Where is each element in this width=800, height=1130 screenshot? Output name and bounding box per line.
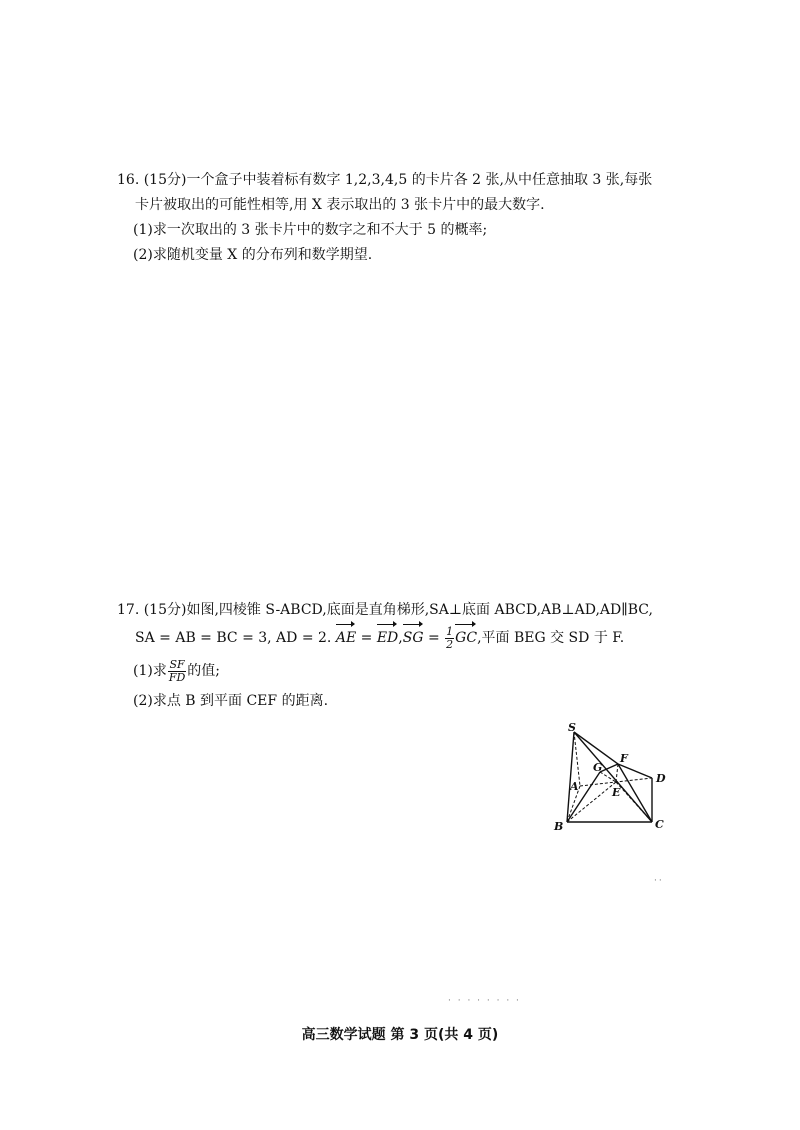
pyramid-figure [530, 722, 680, 852]
vector-sg: SG [403, 623, 424, 653]
edge-fc [618, 764, 652, 822]
fraction-denominator: FD [168, 670, 186, 684]
edge-sf [574, 732, 618, 764]
page-footer: 高三数学试题 第 3 页(共 4 页) [301, 1027, 499, 1043]
q17-line-2 [117, 623, 677, 653]
vector-ed: ED [377, 623, 398, 653]
q16-part-1: (1)求一次取出的 3 张卡片中的数字之和不大于 5 的概率; [133, 222, 488, 238]
vector-ae: AE [336, 623, 356, 653]
label-d: D [656, 772, 666, 785]
q16-line-1: 16. (15分)一个盒子中装着标有数字 1,2,3,4,5 的卡片各 2 张,从中任意抽取 3 张,每张 [117, 172, 653, 188]
comma: , [398, 630, 403, 646]
label-c: C [655, 818, 664, 831]
question-16 [117, 168, 677, 268]
q17-given-lengths: SA = AB = BC = 3, AD = 2. [135, 630, 332, 646]
fraction-sf-fd [168, 659, 186, 684]
question-17 [117, 598, 677, 714]
edge-sa [574, 732, 580, 786]
q17-part-1-suffix: 的值; [187, 663, 221, 679]
fraction-one-half [445, 626, 454, 651]
scan-speck: · · · · · · · · [448, 996, 521, 1006]
label-g: G [593, 761, 603, 774]
fraction-numerator: 1 [446, 624, 454, 638]
label-e: E [612, 786, 621, 799]
edge-ec [616, 782, 652, 822]
label-b: B [554, 820, 564, 833]
edge-ef [616, 764, 618, 782]
vector-gc: GC [455, 623, 477, 653]
edge-fd [618, 764, 652, 778]
q17-plane-intersection: ,平面 BEG 交 SD 于 F. [477, 630, 625, 646]
label-s: S [568, 722, 576, 734]
fraction-numerator: SF [169, 657, 185, 671]
equals-sign: = [423, 630, 445, 646]
fraction-denominator: 2 [446, 637, 454, 651]
q17-line-1: 17. (15分)如图,四棱锥 S-ABCD,底面是直角梯形,SA⊥底面 ABCD,AB⊥AD,AD∥BC, [117, 602, 653, 618]
q17-part-1-prefix: (1)求 [133, 663, 167, 679]
edge-sb [567, 732, 574, 822]
equals-sign: = [356, 630, 377, 646]
q17-part-1 [117, 653, 677, 689]
q16-line-2: 卡片被取出的可能性相等,用 X 表示取出的 3 张卡片中的最大数字. [135, 197, 545, 213]
scan-speck: ·· [654, 876, 664, 886]
label-a: A [570, 780, 579, 793]
pyramid-diagram [530, 722, 680, 852]
q16-part-2: (2)求随机变量 X 的分布列和数学期望. [133, 247, 373, 263]
label-f: F [620, 752, 628, 765]
q17-part-2: (2)求点 B 到平面 CEF 的距离. [133, 693, 329, 709]
